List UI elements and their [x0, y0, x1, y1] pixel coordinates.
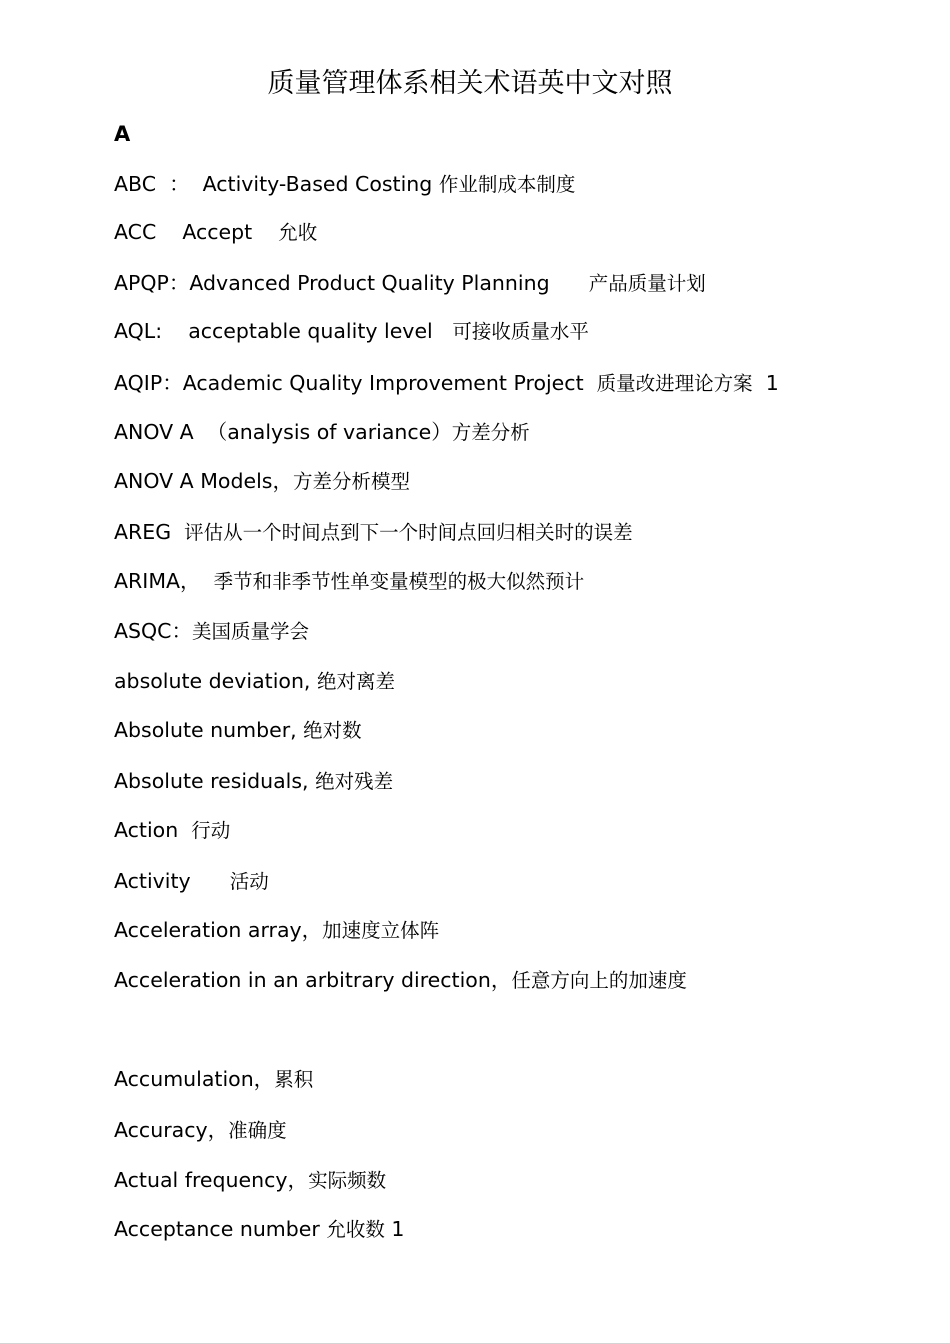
- term-english: ARIMA，: [114, 569, 214, 593]
- term-chinese: 准确度: [228, 1119, 287, 1142]
- term-chinese: 产品质量计划: [588, 272, 706, 295]
- glossary-entry: [114, 369, 779, 398]
- term-english: Activity: [114, 869, 230, 893]
- term-chinese: 可接收质量水平: [452, 320, 589, 343]
- glossary-entry: [114, 567, 584, 596]
- term-chinese: 季节和非季节性单变量模型的极大似然预计: [213, 570, 585, 593]
- term-english: Absolute number,: [114, 718, 304, 742]
- glossary-entry: [114, 1065, 313, 1094]
- term-chinese: 加速度立体阵: [322, 919, 440, 942]
- term-chinese: 作业制成本制度: [438, 173, 576, 196]
- term-english: Acceleration array，: [114, 918, 323, 942]
- term-english: Action: [114, 818, 192, 842]
- term-english: ASQC：: [114, 619, 192, 643]
- term-english: ANOV A （analysis of variance）: [114, 420, 452, 444]
- term-english: AQIP：Academic Quality Improvement Project: [114, 371, 597, 395]
- glossary-entry: [114, 667, 395, 696]
- term-english: AQL: acceptable quality level: [114, 319, 453, 343]
- term-english: ACC Accept: [114, 220, 279, 244]
- glossary-entry: [114, 467, 410, 496]
- term-english: absolute deviation,: [114, 669, 317, 693]
- term-chinese: 允收数: [326, 1218, 385, 1241]
- term-note: 1: [384, 1217, 405, 1241]
- term-english: Acceleration in an arbitrary direction，: [114, 968, 512, 992]
- term-chinese: 美国质量学会: [192, 620, 310, 643]
- term-chinese: 评估从一个时间点到下一个时间点回归相关时的误差: [184, 521, 633, 544]
- term-chinese: 方差分析: [451, 421, 530, 444]
- glossary-entry: [114, 867, 269, 896]
- term-chinese: 绝对数: [303, 719, 362, 742]
- term-english: ANOV A Models，: [114, 469, 293, 493]
- glossary-entry: [114, 418, 530, 447]
- glossary-entry: [114, 269, 706, 298]
- glossary-entry: [114, 170, 575, 199]
- glossary-entry: [114, 767, 393, 796]
- term-chinese: 绝对残差: [315, 770, 394, 793]
- term-english: Accuracy，: [114, 1118, 229, 1142]
- term-chinese: 绝对离差: [316, 670, 395, 693]
- glossary-entry: [114, 317, 589, 346]
- term-chinese: 累积: [274, 1068, 314, 1091]
- term-chinese: 允收: [278, 221, 318, 244]
- page-title: 质量管理体系相关术语英中文对照: [267, 68, 673, 99]
- term-note: 1: [752, 371, 779, 395]
- term-english: ABC ： Activity-Based Costing: [114, 172, 439, 196]
- glossary-entry: [114, 716, 362, 745]
- term-chinese: 活动: [229, 870, 269, 893]
- glossary-entry: [114, 916, 439, 945]
- term-chinese: 实际频数: [308, 1169, 387, 1192]
- term-chinese: 方差分析模型: [292, 470, 410, 493]
- term-english: APQP：Advanced Product Quality Planning: [114, 271, 589, 295]
- term-english: AREG: [114, 520, 185, 544]
- glossary-entry: [114, 816, 230, 845]
- glossary-entry: [114, 617, 309, 646]
- term-chinese: 行动: [191, 819, 231, 842]
- term-chinese: 质量改进理论方案: [596, 372, 753, 395]
- term-english: Absolute residuals,: [114, 769, 316, 793]
- glossary-entry: [114, 218, 317, 247]
- term-chinese: 任意方向上的加速度: [511, 969, 687, 992]
- glossary-entry: [114, 518, 633, 547]
- glossary-entry: [114, 1215, 404, 1244]
- term-english: Actual frequency，: [114, 1168, 309, 1192]
- glossary-entry: [114, 1116, 287, 1145]
- section-letter: A: [114, 122, 131, 146]
- term-english: Accumulation，: [114, 1067, 275, 1091]
- glossary-entry: [114, 966, 687, 995]
- glossary-entry: [114, 1166, 386, 1195]
- term-english: Acceptance number: [114, 1217, 327, 1241]
